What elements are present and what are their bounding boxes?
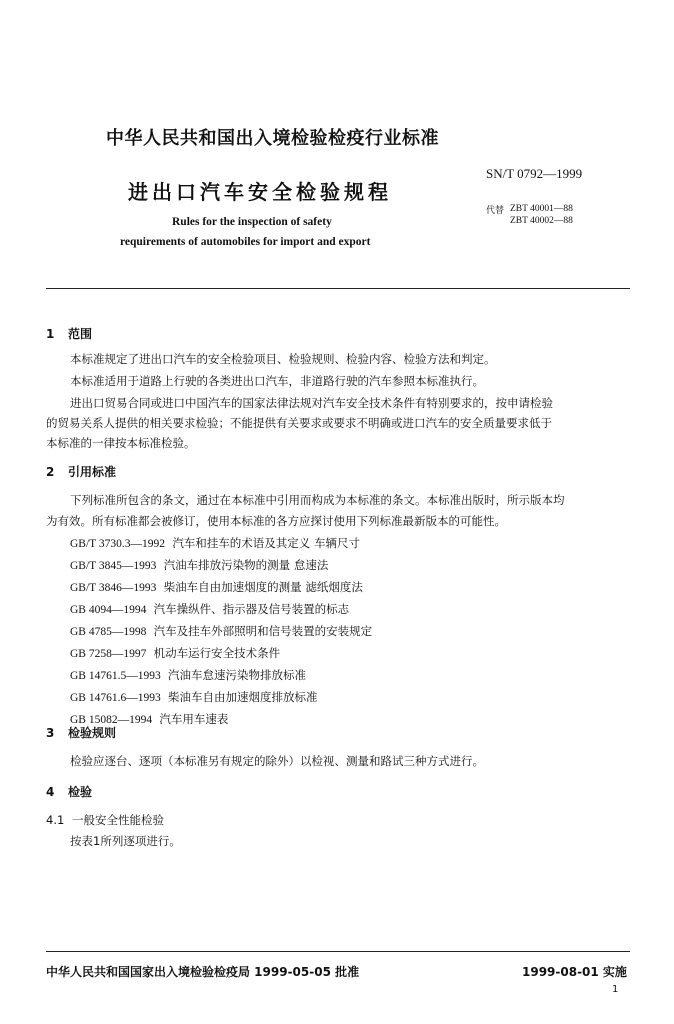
- reference-code: GB 14761.5—1993: [70, 670, 161, 682]
- reference-code: GB 7258—1997: [70, 648, 147, 660]
- section-1-heading: [46, 325, 92, 342]
- reference-item: [70, 623, 372, 639]
- paragraph: 为有效。所有标准都会被修订，使用本标准的各方应探讨使用下列标准最新版本的可能性。: [46, 514, 506, 528]
- reference-code: GB 4785—1998: [70, 626, 147, 638]
- replaces-code-2: ZBT 40002—88: [510, 216, 573, 226]
- reference-code: GB 14761.6—1993: [70, 692, 161, 704]
- reference-title: 汽油车排放污染物的测量 怠速法: [163, 558, 329, 572]
- reference-code: GB/T 3845—1993: [70, 560, 157, 572]
- paragraph: 按表1所列逐项进行。: [70, 834, 181, 848]
- reference-title: 柴油车自由加速烟度的测量 滤纸烟度法: [163, 580, 363, 594]
- reference-title: 机动车运行安全技术条件: [153, 646, 281, 660]
- subsection-number: 4.1: [46, 813, 65, 827]
- issuer-approval: 中华人民共和国国家出入境检验检疫局 1999-05-05 批准: [46, 965, 360, 979]
- paragraph: 本标准规定了进出口汽车的安全检验项目、检验规则、检验内容、检验方法和判定。: [70, 352, 496, 366]
- reference-item: [70, 579, 363, 595]
- reference-title: 汽车用车速表: [159, 712, 229, 726]
- paragraph: 本标准的一律按本标准检验。: [46, 436, 196, 450]
- reference-code: GB 15082—1994: [70, 714, 153, 726]
- section-number: 4: [46, 785, 55, 799]
- standard-category: 中华人民共和国出入境检验检疫行业标准: [106, 128, 439, 149]
- footer-divider: [46, 951, 630, 952]
- header-divider: [46, 288, 630, 289]
- section-number: 2: [46, 465, 55, 479]
- reference-title: 汽车及挂车外部照明和信号装置的安装规定: [153, 624, 373, 638]
- replaces-label: 代替: [486, 206, 505, 216]
- section-4-heading: [46, 783, 92, 800]
- section-3-heading: [46, 724, 116, 741]
- section-title: 检验规则: [68, 726, 117, 740]
- section-number: 3: [46, 726, 55, 740]
- effective-date: 1999-08-01 实施: [522, 965, 627, 979]
- reference-item: [70, 557, 328, 573]
- subsection-4-1-heading: [46, 812, 164, 828]
- reference-item: [70, 689, 318, 705]
- reference-title: 汽油车怠速污染物排放标准: [168, 668, 307, 682]
- document-title: 进出口汽车安全检验规程: [128, 180, 392, 204]
- section-number: 1: [46, 327, 55, 341]
- english-title-line-2: requirements of automobiles for import and export: [120, 236, 371, 248]
- paragraph: 本标准适用于道路上行驶的各类进出口汽车，非道路行驶的汽车参照本标准执行。: [70, 374, 484, 388]
- reference-item: [70, 601, 349, 617]
- reference-title: 汽车和挂车的术语及其定义 车辆尺寸: [172, 536, 360, 550]
- section-title: 引用标准: [68, 465, 117, 479]
- paragraph: 下列标准所包含的条文，通过在本标准中引用而构成为本标准的条文。本标准出版时，所示版本均: [70, 493, 565, 507]
- reference-title: 汽车操纵件、指示器及信号装置的标志: [153, 602, 350, 616]
- reference-item: [70, 667, 306, 683]
- standard-number: SN/T 0792—1999: [486, 166, 583, 181]
- subsection-title: 一般安全性能检验: [72, 813, 164, 827]
- replaces-block: [486, 203, 636, 233]
- paragraph: 的贸易关系人提供的相关要求检验；不能提供有关要求或要求不明确或进口汽车的安全质量要求低于: [46, 416, 552, 430]
- paragraph: 检验应逐台、逐项（本标准另有规定的除外）以检视、测量和路试三种方式进行。: [70, 754, 484, 768]
- paragraph: 进出口贸易合同或进口中国汽车的国家法律法规对汽车安全技术条件有特别要求的，按申请检验: [70, 396, 553, 410]
- section-2-heading: [46, 463, 116, 480]
- reference-title: 柴油车自由加速烟度排放标准: [168, 690, 318, 704]
- reference-item: [70, 535, 360, 551]
- reference-item: [70, 645, 280, 661]
- section-title: 范围: [68, 327, 93, 341]
- replaces-codes: [510, 203, 573, 227]
- reference-code: GB 4094—1994: [70, 604, 147, 616]
- replaces-code-1: ZBT 40001—88: [510, 204, 573, 214]
- reference-code: GB/T 3846—1993: [70, 582, 157, 594]
- reference-code: GB/T 3730.3—1992: [70, 538, 165, 550]
- english-title-line-1: Rules for the inspection of safety: [172, 216, 332, 228]
- section-title: 检验: [68, 785, 93, 799]
- page-number: 1: [612, 984, 619, 995]
